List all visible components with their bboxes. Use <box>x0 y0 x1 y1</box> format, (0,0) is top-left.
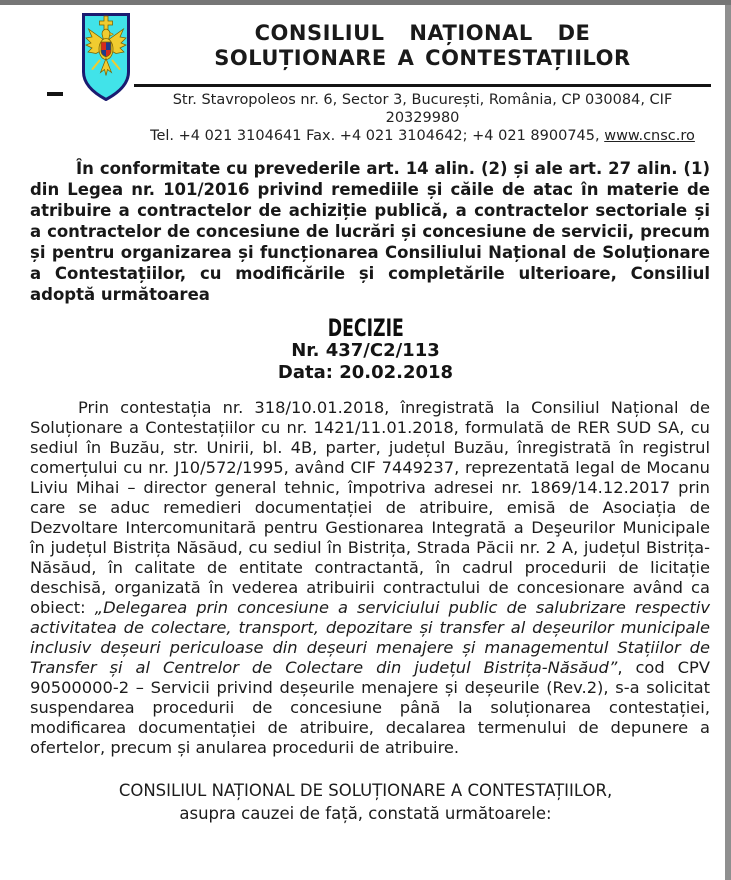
coat-of-arms-icon <box>81 13 131 101</box>
scan-edge-right <box>725 0 731 880</box>
letterhead <box>0 0 731 145</box>
decision-title: DECIZIE <box>327 314 404 342</box>
phone-line <box>134 127 711 145</box>
preamble-paragraph: În conformitate cu prevederile art. 14 alin. (2) și ale art. 27 alin. (1) din Legea nr. 101/2016 privind remediile și căile de atac în materie de atribuire a contractelor de achiziție publică, a contractelor sectoriale și a contractelor de concesiune de lucrări și concesiune de servicii, precum și pentru organizarea și funcționarea Consiliului Național de Soluționare a Contestațiilor, cu modificările și completările ulterioare, Consiliul adoptă următoarea <box>30 159 710 304</box>
website-link[interactable]: www.cnsc.ro <box>604 128 695 144</box>
closing-statement <box>0 780 731 825</box>
contestation-text-part2: , cod CPV 90500000-2 – Servicii privind deșeurile menajere și deșeurile (Rev.2), s-a solicitat suspendarea procedurii de concesiune până la soluționarea contestației, modificarea documentației de atribuire, decalarea termenului de depunere a ofertelor, precum și anularea procedurii de atribuire. <box>30 658 710 757</box>
letterhead-text <box>134 21 711 145</box>
decision-heading <box>0 316 731 383</box>
address-line: Str. Stavropoleos nr. 6, Sector 3, București, România, CP 030084, CIF 20329980 <box>172 92 673 126</box>
org-title-line1: CONSILIUL NAȚIONAL DE <box>254 21 591 45</box>
org-title-line2: SOLUȚIONARE A CONTESTAȚIILOR <box>214 46 631 70</box>
closing-line2: asupra cauzei de față, constată următoarele: <box>179 803 552 823</box>
closing-line1: CONSILIUL NAȚIONAL DE SOLUȚIONARE A CONTESTAȚIILOR, <box>118 781 613 800</box>
letterhead-left-dash <box>47 92 63 96</box>
header-rule <box>134 84 711 87</box>
scan-edge-top <box>0 0 731 5</box>
decision-date: Data: 20.02.2018 <box>277 361 454 383</box>
contract-object-quote: „Delegarea prin concesiune a serviciului public de salubrizare respectiv activitatea de colectare, transport, depozitare și transfer al deșeurilor municipale inclusiv deșeuri periculoase din deșeuri menajere și managementul Stațiilor de Transfer și al Centrelor de Colectare din județul Bistrița-Năsăud” <box>30 598 710 677</box>
contestation-text-part1: Prin contestația nr. 318/10.01.2018, înregistrată la Consiliul Național de Soluționare a Contestațiilor cu nr. 1421/11.01.2018, formulată de RER SUD SA, cu sediul în Buzău, str. Unirii, bl. 4B, parter, județul Buzău, înregistrată în registrul comerțului cu nr. J10/572/1995, având CIF 7449237, reprezentată legal de Mocanu Liviu Mihai – director general tehnic, împotriva adresei nr. 1869/14.12.2017 prin care se aduc remedieri documentației de atribuire, emisă de Asociația de Dezvoltare Intercomunitară pentru Gestionarea Integrată a Deşeurilor Municipale în județul Bistrița Năsăud, cu sediul în Bistrița, Strada Păcii nr. 2 A, județul Bistrița-Năsăud, în calitate de entitate contractantă, în cadrul procedurii de licitație deschisă, organizată în vederea atribuirii contractului de concesionare având ca obiect: <box>30 398 710 617</box>
phone-numbers: Tel. +4 021 3104641 Fax. +4 021 3104642; +4 021 8900745, <box>150 128 605 144</box>
decision-number: Nr. 437/C2/113 <box>291 340 440 361</box>
contestation-paragraph <box>30 398 710 758</box>
org-title <box>134 21 711 71</box>
